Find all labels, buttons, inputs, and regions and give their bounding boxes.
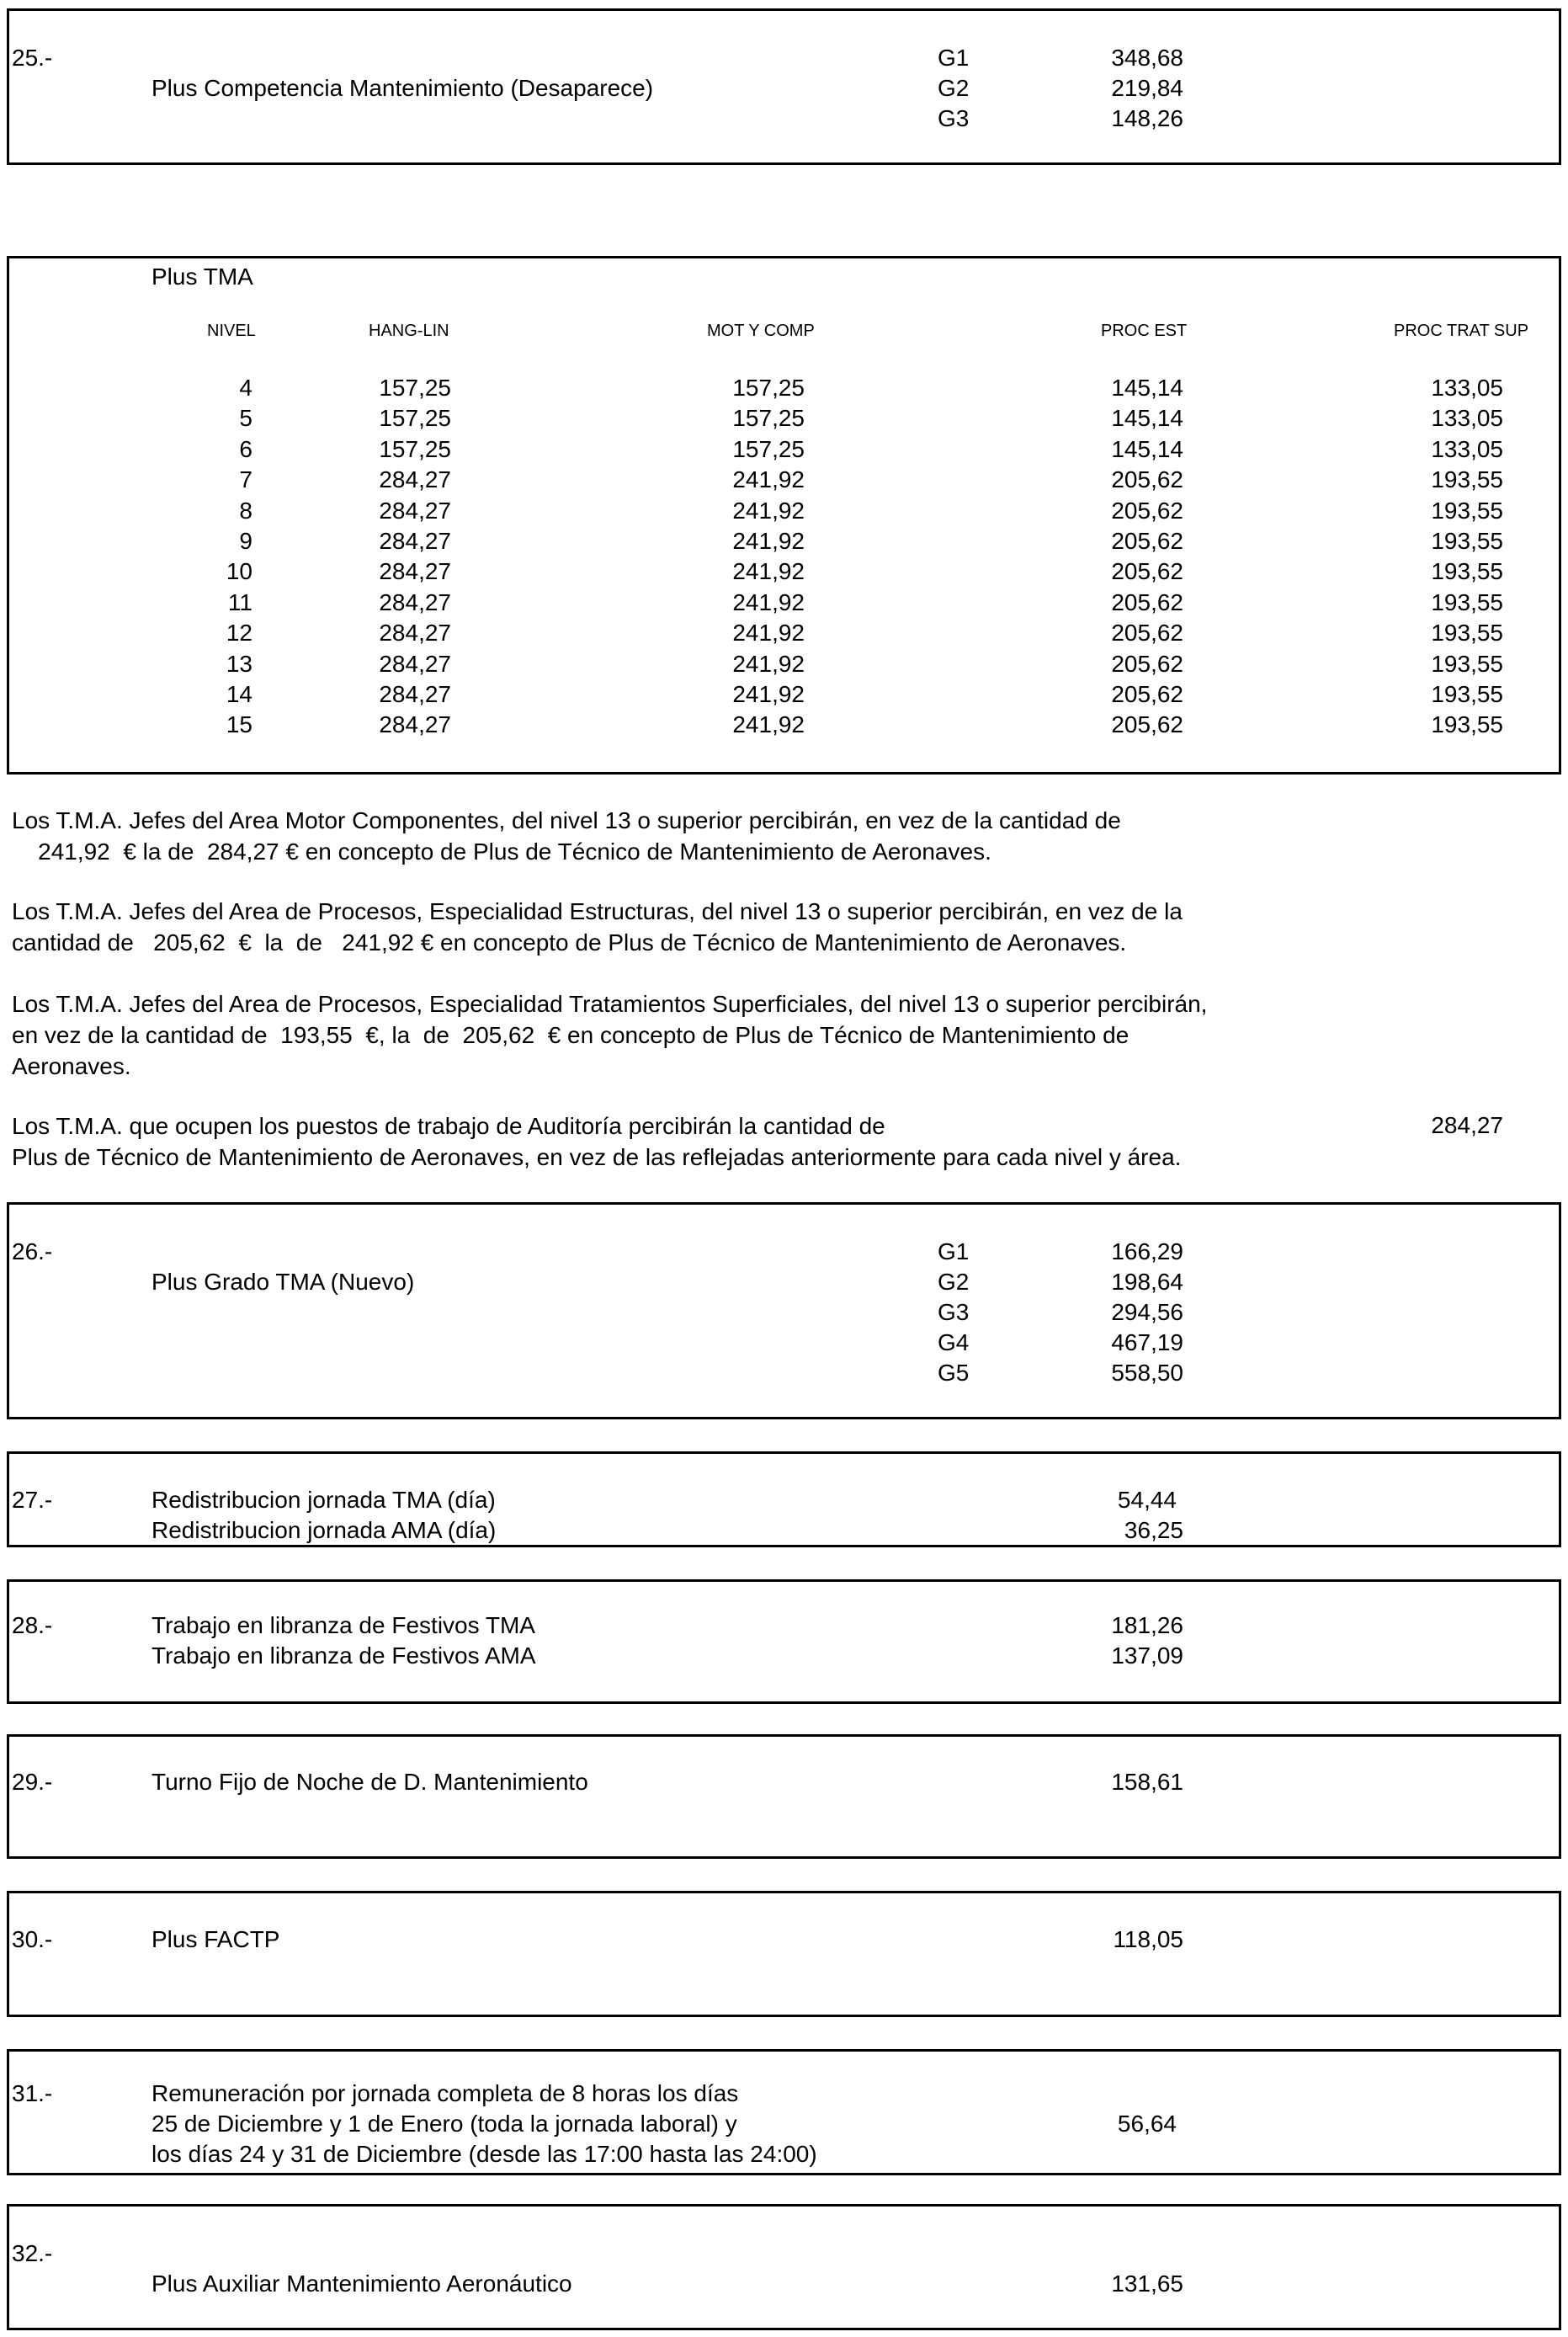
note-2-line: cantidad de 205,62 € la de 241,92 € en concepto de Plus de Técnico de Mantenimiento de Aeronaves. bbox=[12, 929, 1127, 956]
section-26-box bbox=[7, 1202, 1561, 1419]
tma-cell-nivel: 7 bbox=[239, 466, 252, 492]
tma-header-proc-est: PROC EST bbox=[1101, 322, 1188, 340]
section-32-number: 32.- bbox=[12, 2240, 53, 2266]
tma-cell-hang-lin: 284,27 bbox=[379, 620, 451, 646]
section-31-line: 25 de Diciembre y 1 de Enero (toda la jornada laboral) y bbox=[151, 2111, 737, 2137]
tma-cell-mot-y-comp: 241,92 bbox=[732, 498, 805, 524]
tma-cell-proc-trat-sup: 133,05 bbox=[1431, 436, 1503, 462]
tma-cell-nivel: 14 bbox=[226, 681, 252, 707]
section-26-grade: G1 bbox=[938, 1238, 970, 1264]
section-25-number: 25.- bbox=[12, 45, 53, 71]
tma-cell-proc-est: 145,14 bbox=[1111, 375, 1183, 401]
tma-cell-proc-est: 205,62 bbox=[1111, 589, 1183, 615]
section-27-label: Redistribucion jornada TMA (día) bbox=[151, 1487, 496, 1513]
section-26-grade: G4 bbox=[938, 1329, 970, 1355]
section-25-grade: G2 bbox=[938, 75, 970, 101]
tma-cell-hang-lin: 284,27 bbox=[379, 498, 451, 524]
tma-cell-mot-y-comp: 241,92 bbox=[732, 466, 805, 492]
note-3-line: Los T.M.A. Jefes del Area de Procesos, Especialidad Tratamientos Superficiales, del nivel 13 o superior percibirán, bbox=[12, 991, 1208, 1017]
section-28-label: Trabajo en libranza de Festivos AMA bbox=[151, 1642, 536, 1669]
tma-cell-proc-trat-sup: 193,55 bbox=[1431, 498, 1503, 524]
section-26-value: 166,29 bbox=[1111, 1238, 1183, 1264]
tma-header-nivel: NIVEL bbox=[207, 322, 256, 340]
tma-cell-proc-trat-sup: 193,55 bbox=[1431, 466, 1503, 492]
tma-cell-nivel: 10 bbox=[226, 558, 252, 584]
tma-cell-nivel: 4 bbox=[239, 375, 252, 401]
section-29-value: 158,61 bbox=[1111, 1769, 1183, 1795]
section-32-value: 131,65 bbox=[1111, 2270, 1183, 2297]
tma-cell-mot-y-comp: 241,92 bbox=[732, 528, 805, 554]
note-1-line: Los T.M.A. Jefes del Area Motor Componentes, del nivel 13 o superior percibirán, en vez de la cantidad de bbox=[12, 807, 1121, 833]
tma-cell-nivel: 5 bbox=[239, 405, 252, 431]
section-28-number: 28.- bbox=[12, 1612, 53, 1638]
section-26-number: 26.- bbox=[12, 1238, 53, 1264]
section-30-value: 118,05 bbox=[1113, 1926, 1183, 1952]
section-31-line: Remuneración por jornada completa de 8 horas los días bbox=[151, 2080, 739, 2106]
note-2-line: Los T.M.A. Jefes del Area de Procesos, Especialidad Estructuras, del nivel 13 o superior percibirán, en vez de la bbox=[12, 898, 1183, 924]
note-4-line: Los T.M.A. que ocupen los puestos de trabajo de Auditoría percibirán la cantidad de bbox=[12, 1113, 885, 1139]
tma-cell-nivel: 8 bbox=[239, 498, 252, 524]
section-26-value: 294,56 bbox=[1111, 1299, 1183, 1325]
section-26-grade: G2 bbox=[938, 1269, 970, 1295]
tma-cell-proc-est: 145,14 bbox=[1111, 405, 1183, 431]
tma-cell-mot-y-comp: 241,92 bbox=[732, 711, 805, 737]
tma-cell-mot-y-comp: 241,92 bbox=[732, 620, 805, 646]
section-25-value: 219,84 bbox=[1111, 75, 1183, 101]
tma-cell-proc-trat-sup: 193,55 bbox=[1431, 620, 1503, 646]
section-31-line: los días 24 y 31 de Diciembre (desde las 17:00 hasta las 24:00) bbox=[151, 2141, 817, 2167]
section-29-label: Turno Fijo de Noche de D. Mantenimiento bbox=[151, 1769, 588, 1795]
section-31-value: 56,64 bbox=[1117, 2111, 1177, 2137]
section-25-grade: G3 bbox=[938, 105, 970, 131]
note-3-line: Aeronaves. bbox=[12, 1053, 131, 1079]
section-26-label: Plus Grado TMA (Nuevo) bbox=[151, 1269, 415, 1295]
tma-cell-proc-trat-sup: 193,55 bbox=[1431, 558, 1503, 584]
tma-cell-proc-trat-sup: 193,55 bbox=[1431, 711, 1503, 737]
tma-cell-nivel: 15 bbox=[226, 711, 252, 737]
tma-cell-hang-lin: 284,27 bbox=[379, 589, 451, 615]
tma-cell-hang-lin: 284,27 bbox=[379, 711, 451, 737]
tma-cell-nivel: 11 bbox=[227, 589, 252, 615]
section-28-label: Trabajo en libranza de Festivos TMA bbox=[151, 1612, 535, 1638]
tma-cell-mot-y-comp: 157,25 bbox=[732, 375, 805, 401]
section-30-number: 30.- bbox=[12, 1926, 53, 1952]
section-30-box bbox=[7, 1891, 1561, 2017]
section-28-value: 181,26 bbox=[1111, 1612, 1183, 1638]
tma-cell-proc-trat-sup: 193,55 bbox=[1431, 681, 1503, 707]
tma-cell-hang-lin: 284,27 bbox=[379, 681, 451, 707]
section-25-value: 348,68 bbox=[1111, 45, 1183, 71]
tma-cell-proc-trat-sup: 193,55 bbox=[1431, 651, 1503, 677]
tma-cell-proc-est: 205,62 bbox=[1111, 498, 1183, 524]
tma-cell-hang-lin: 157,25 bbox=[379, 405, 451, 431]
tma-cell-proc-est: 205,62 bbox=[1111, 651, 1183, 677]
section-27-value: 54,44 bbox=[1117, 1487, 1177, 1513]
tma-cell-proc-trat-sup: 193,55 bbox=[1431, 589, 1503, 615]
section-26-value: 467,19 bbox=[1111, 1329, 1183, 1355]
tma-header-proc-trat-sup: PROC TRAT SUP bbox=[1394, 322, 1529, 340]
section-30-label: Plus FACTP bbox=[151, 1926, 280, 1952]
tma-cell-hang-lin: 284,27 bbox=[379, 651, 451, 677]
section-27-value: 36,25 bbox=[1124, 1517, 1183, 1543]
section-28-value: 137,09 bbox=[1111, 1642, 1183, 1669]
tma-header-mot-y-comp: MOT Y COMP bbox=[707, 322, 815, 340]
tma-cell-proc-trat-sup: 193,55 bbox=[1431, 528, 1503, 554]
tma-cell-proc-est: 205,62 bbox=[1111, 528, 1183, 554]
note-3-line: en vez de la cantidad de 193,55 €, la de 205,62 € en concepto de Plus de Técnico de Mantenimiento de bbox=[12, 1022, 1129, 1048]
tma-cell-nivel: 9 bbox=[239, 528, 252, 554]
section-25-value: 148,26 bbox=[1111, 105, 1183, 131]
tma-cell-hang-lin: 157,25 bbox=[379, 436, 451, 462]
tma-cell-proc-est: 205,62 bbox=[1111, 681, 1183, 707]
tma-cell-mot-y-comp: 241,92 bbox=[732, 681, 805, 707]
tma-cell-mot-y-comp: 241,92 bbox=[732, 651, 805, 677]
section-27-number: 27.- bbox=[12, 1487, 53, 1513]
note-4-value: 284,27 bbox=[1431, 1112, 1503, 1138]
tma-cell-proc-trat-sup: 133,05 bbox=[1431, 405, 1503, 431]
tma-cell-mot-y-comp: 157,25 bbox=[732, 405, 805, 431]
section-26-grade: G3 bbox=[938, 1299, 970, 1325]
section-32-box bbox=[7, 2204, 1561, 2330]
tma-cell-mot-y-comp: 241,92 bbox=[732, 558, 805, 584]
section-25-label: Plus Competencia Mantenimiento (Desaparece) bbox=[151, 75, 654, 101]
section-25-grade: G1 bbox=[938, 45, 970, 71]
tma-cell-nivel: 6 bbox=[239, 436, 252, 462]
tma-cell-hang-lin: 284,27 bbox=[379, 558, 451, 584]
section-32-label: Plus Auxiliar Mantenimiento Aeronáutico bbox=[151, 2270, 572, 2297]
tma-header-hang-lin: HANG-LIN bbox=[369, 322, 449, 340]
tma-cell-proc-est: 205,62 bbox=[1111, 466, 1183, 492]
note-1-line: 241,92 € la de 284,27 € en concepto de Plus de Técnico de Mantenimiento de Aeronaves. bbox=[12, 838, 991, 865]
tma-cell-proc-est: 205,62 bbox=[1111, 558, 1183, 584]
tma-cell-hang-lin: 157,25 bbox=[379, 375, 451, 401]
tma-cell-nivel: 13 bbox=[226, 651, 252, 677]
section-29-number: 29.- bbox=[12, 1769, 53, 1795]
tma-cell-proc-est: 205,62 bbox=[1111, 711, 1183, 737]
tma-cell-proc-trat-sup: 133,05 bbox=[1431, 375, 1503, 401]
tma-cell-hang-lin: 284,27 bbox=[379, 528, 451, 554]
section-26-grade: G5 bbox=[938, 1360, 970, 1386]
section-26-value: 558,50 bbox=[1111, 1360, 1183, 1386]
note-4-line: Plus de Técnico de Mantenimiento de Aeronaves, en vez de las reflejadas anteriormente para cada nivel y área. bbox=[12, 1144, 1182, 1170]
tma-table-title: Plus TMA bbox=[151, 264, 253, 290]
section-26-value: 198,64 bbox=[1111, 1269, 1183, 1295]
section-31-number: 31.- bbox=[12, 2080, 53, 2106]
section-29-box bbox=[7, 1734, 1561, 1859]
section-27-label: Redistribucion jornada AMA (día) bbox=[151, 1517, 497, 1543]
tma-cell-hang-lin: 284,27 bbox=[379, 466, 451, 492]
tma-cell-proc-est: 145,14 bbox=[1111, 436, 1183, 462]
tma-cell-proc-est: 205,62 bbox=[1111, 620, 1183, 646]
tma-cell-mot-y-comp: 157,25 bbox=[732, 436, 805, 462]
tma-cell-mot-y-comp: 241,92 bbox=[732, 589, 805, 615]
tma-cell-nivel: 12 bbox=[226, 620, 252, 646]
